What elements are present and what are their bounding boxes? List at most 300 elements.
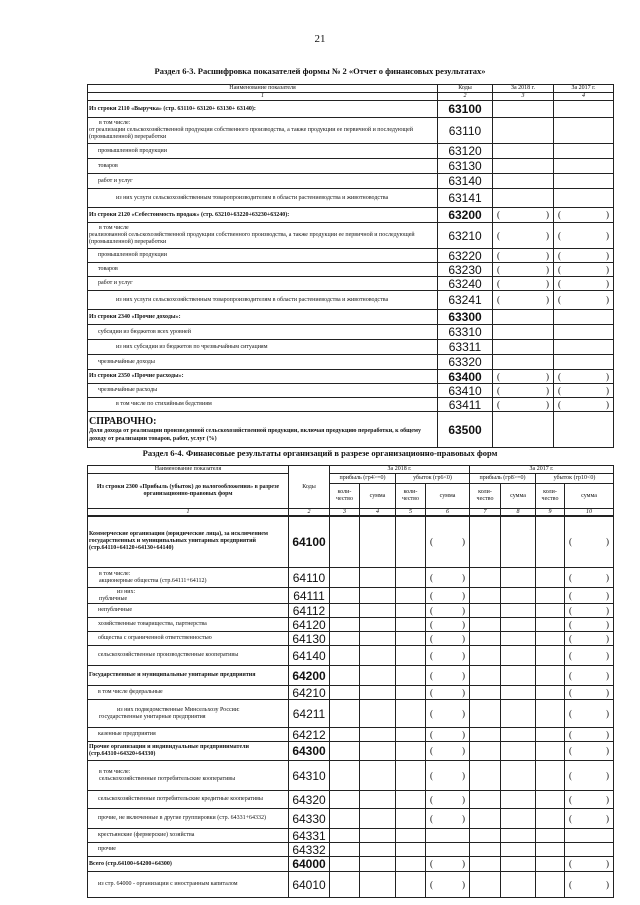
value-cell bbox=[396, 568, 426, 588]
bracket-close: ) bbox=[606, 650, 609, 660]
value-cell bbox=[470, 700, 501, 728]
row-label bbox=[88, 700, 289, 728]
value-cell bbox=[554, 249, 614, 263]
value-cell bbox=[493, 223, 554, 249]
bracket-close: ) bbox=[606, 264, 609, 274]
value-cell bbox=[396, 809, 426, 829]
bracket-close: ) bbox=[462, 708, 465, 718]
table-row bbox=[88, 872, 614, 898]
value-cell bbox=[470, 761, 501, 791]
bracket-open: ( bbox=[558, 250, 561, 260]
header-name: Наименование показателя bbox=[88, 466, 289, 474]
reference-text: Доля дохода от реализации произведенной сельскохозяйственной продукции, включая продукцию переработки, к общему доходу от реализации товаров, работ, услуг (%) bbox=[89, 428, 421, 442]
value-cell bbox=[536, 843, 565, 857]
row-code: 63400 bbox=[438, 370, 493, 384]
value-cell bbox=[554, 101, 614, 118]
row-label: общества с ограниченной ответственностью bbox=[88, 632, 289, 646]
bracket-close: ) bbox=[462, 729, 465, 739]
value-cell bbox=[330, 791, 360, 809]
value-cell bbox=[360, 829, 396, 843]
bracket-close: ) bbox=[606, 294, 609, 305]
bracket-close: ) bbox=[462, 770, 465, 780]
value-cell bbox=[565, 604, 614, 618]
bracket-open: ( bbox=[558, 385, 561, 395]
value-cell bbox=[536, 604, 565, 618]
row-code: 64112 bbox=[289, 604, 330, 618]
value-cell bbox=[565, 857, 614, 872]
value-cell bbox=[501, 809, 536, 829]
value-cell bbox=[360, 761, 396, 791]
value-cell bbox=[330, 809, 360, 829]
value-cell bbox=[426, 700, 470, 728]
bracket-open: ( bbox=[430, 650, 433, 660]
bracket-open: ( bbox=[558, 264, 561, 274]
row-code: 63411 bbox=[438, 398, 493, 412]
bracket-open: ( bbox=[569, 590, 572, 600]
col-num: 5 bbox=[396, 509, 426, 517]
bracket-close: ) bbox=[606, 605, 609, 615]
table-row bbox=[88, 384, 614, 398]
bracket-open: ( bbox=[430, 633, 433, 643]
bracket-open: ( bbox=[430, 572, 433, 582]
bracket-close: ) bbox=[546, 371, 549, 381]
row-label: субсидии из бюджетов всех уровней bbox=[88, 325, 438, 340]
header-sum: сумма bbox=[426, 484, 470, 509]
value-cell bbox=[565, 829, 614, 843]
col-num: 10 bbox=[565, 509, 614, 517]
value-cell bbox=[493, 208, 554, 223]
bracket-open: ( bbox=[558, 209, 561, 220]
row-label: сельскохозяйственные производственные кооперативы bbox=[88, 646, 289, 666]
value-cell bbox=[493, 263, 554, 277]
bracket-open: ( bbox=[558, 399, 561, 409]
col-num: 1 bbox=[88, 509, 289, 517]
value-cell bbox=[493, 412, 554, 448]
value-cell bbox=[396, 742, 426, 761]
value-cell bbox=[554, 118, 614, 144]
value-cell bbox=[554, 370, 614, 384]
row-code: 63300 bbox=[438, 310, 493, 325]
bracket-close: ) bbox=[462, 605, 465, 615]
value-cell bbox=[554, 174, 614, 189]
col-num: 2 bbox=[438, 93, 493, 101]
row-label-main: акционерные общества (стр.64111+64112) bbox=[99, 577, 207, 584]
row-code: 64010 bbox=[289, 872, 330, 898]
bracket-open: ( bbox=[569, 605, 572, 615]
bracket-close: ) bbox=[606, 670, 609, 680]
value-cell bbox=[536, 700, 565, 728]
section-6-3-table bbox=[87, 84, 614, 448]
bracket-close: ) bbox=[606, 619, 609, 629]
value-cell bbox=[396, 686, 426, 700]
section-6-4-title: Раздел 6-4. Финансовые результаты организаций в разрезе организационно-правовых форм bbox=[142, 448, 498, 458]
bracket-close: ) bbox=[546, 278, 549, 288]
value-cell bbox=[360, 588, 396, 604]
bracket-open: ( bbox=[558, 230, 561, 240]
value-cell bbox=[330, 761, 360, 791]
row-label: непубличные bbox=[88, 604, 289, 618]
bracket-open: ( bbox=[569, 858, 572, 869]
value-cell bbox=[330, 568, 360, 588]
value-cell bbox=[426, 791, 470, 809]
value-cell bbox=[554, 189, 614, 208]
table-row bbox=[88, 101, 614, 118]
value-cell bbox=[501, 761, 536, 791]
value-cell bbox=[565, 646, 614, 666]
bracket-open: ( bbox=[497, 250, 500, 260]
bracket-open: ( bbox=[430, 770, 433, 780]
bracket-open: ( bbox=[569, 633, 572, 643]
value-cell bbox=[360, 646, 396, 666]
value-cell bbox=[565, 742, 614, 761]
value-cell bbox=[426, 761, 470, 791]
value-cell bbox=[396, 829, 426, 843]
value-cell bbox=[565, 872, 614, 898]
bracket-close: ) bbox=[546, 294, 549, 305]
column-number-row bbox=[88, 93, 614, 101]
bracket-close: ) bbox=[606, 770, 609, 780]
value-cell bbox=[426, 686, 470, 700]
bracket-close: ) bbox=[606, 385, 609, 395]
value-cell bbox=[396, 618, 426, 632]
bracket-close: ) bbox=[462, 590, 465, 600]
value-cell bbox=[536, 728, 565, 742]
bracket-open: ( bbox=[430, 858, 433, 869]
col-num: 4 bbox=[360, 509, 396, 517]
bracket-open: ( bbox=[430, 813, 433, 823]
value-cell bbox=[493, 174, 554, 189]
value-cell bbox=[330, 843, 360, 857]
value-cell bbox=[536, 618, 565, 632]
value-cell bbox=[536, 791, 565, 809]
value-cell bbox=[536, 588, 565, 604]
header-profit-2018: прибыль (гр4>=0) bbox=[330, 474, 396, 484]
header-qty: коли-чество bbox=[396, 484, 426, 509]
bracket-open: ( bbox=[497, 371, 500, 381]
header-loss-2018: убыток (гр6<0) bbox=[396, 474, 470, 484]
bracket-close: ) bbox=[546, 209, 549, 220]
table-row bbox=[88, 809, 614, 829]
bracket-close: ) bbox=[606, 572, 609, 582]
table-row bbox=[88, 791, 614, 809]
table-row bbox=[88, 666, 614, 686]
bracket-open: ( bbox=[430, 590, 433, 600]
row-label: в том числе по стихийным бедствиям bbox=[88, 398, 438, 412]
value-cell bbox=[501, 829, 536, 843]
row-code: 63140 bbox=[438, 174, 493, 189]
table-row bbox=[88, 223, 614, 249]
row-code: 63320 bbox=[438, 355, 493, 370]
row-code: 63130 bbox=[438, 159, 493, 174]
row-label: Прочие организации и индивидуальные предприниматели (стр.64310+64320+64330) bbox=[88, 742, 289, 761]
col-num: 1 bbox=[88, 93, 438, 101]
table-row bbox=[88, 325, 614, 340]
value-cell bbox=[360, 516, 396, 568]
reference-heading: СПРАВОЧНО: bbox=[89, 416, 157, 427]
row-code: 64210 bbox=[289, 686, 330, 700]
row-label: промышленной продукции bbox=[88, 249, 438, 263]
value-cell bbox=[536, 857, 565, 872]
value-cell bbox=[426, 604, 470, 618]
value-cell bbox=[396, 516, 426, 568]
table-row bbox=[88, 277, 614, 291]
row-label: из них услуги сельскохозяйственным товаропроизводителям в области растениеводства и животноводства bbox=[88, 189, 438, 208]
value-cell bbox=[493, 144, 554, 159]
row-label: в том числе федеральные bbox=[88, 686, 289, 700]
bracket-close: ) bbox=[546, 399, 549, 409]
row-code: 64332 bbox=[289, 843, 330, 857]
row-code: 63240 bbox=[438, 277, 493, 291]
value-cell bbox=[330, 618, 360, 632]
value-cell bbox=[360, 700, 396, 728]
value-cell bbox=[493, 398, 554, 412]
row-label-main: публичные bbox=[99, 595, 128, 602]
bracket-open: ( bbox=[497, 264, 500, 274]
header-2018: За 2018 г. bbox=[493, 85, 554, 93]
value-cell bbox=[426, 829, 470, 843]
bracket-close: ) bbox=[462, 879, 465, 889]
value-cell bbox=[426, 872, 470, 898]
value-cell bbox=[470, 646, 501, 666]
value-cell bbox=[470, 791, 501, 809]
bracket-open: ( bbox=[430, 687, 433, 697]
header-name-detail: Из строки 2300 «Прибыль (убыток) до налогообложения» в разрезе организационно-правовых форм bbox=[88, 474, 289, 509]
row-label: из них услуги сельскохозяйственным товаропроизводителям в области растениеводства и животноводства bbox=[88, 291, 438, 310]
value-cell bbox=[536, 872, 565, 898]
value-cell bbox=[470, 604, 501, 618]
table-row bbox=[88, 144, 614, 159]
row-code: 64110 bbox=[289, 568, 330, 588]
value-cell bbox=[426, 742, 470, 761]
row-code: 63241 bbox=[438, 291, 493, 310]
bracket-open: ( bbox=[497, 294, 500, 305]
value-cell bbox=[565, 588, 614, 604]
bracket-open: ( bbox=[497, 399, 500, 409]
value-cell bbox=[330, 646, 360, 666]
row-code: 63210 bbox=[438, 223, 493, 249]
row-code: 64211 bbox=[289, 700, 330, 728]
value-cell bbox=[501, 742, 536, 761]
bracket-close: ) bbox=[462, 858, 465, 869]
value-cell bbox=[565, 618, 614, 632]
bracket-open: ( bbox=[430, 670, 433, 680]
row-code: 64111 bbox=[289, 588, 330, 604]
value-cell bbox=[360, 857, 396, 872]
bracket-open: ( bbox=[558, 278, 561, 288]
header-name: Наименование показателя bbox=[88, 85, 438, 93]
bracket-close: ) bbox=[462, 670, 465, 680]
table-row bbox=[88, 118, 614, 144]
bracket-close: ) bbox=[606, 794, 609, 804]
value-cell bbox=[330, 516, 360, 568]
col-num: 6 bbox=[426, 509, 470, 517]
value-cell bbox=[493, 384, 554, 398]
value-cell bbox=[360, 686, 396, 700]
row-label: Из строки 2120 «Себестоимость продаж» (стр. 63210+63220+63230+63240): bbox=[88, 208, 438, 223]
value-cell bbox=[426, 632, 470, 646]
row-label-sub: из них подведомственные Минсельхозу России: bbox=[117, 706, 240, 713]
bracket-open: ( bbox=[558, 294, 561, 305]
row-label: крестьянские (фермерские) хозяйства bbox=[88, 829, 289, 843]
table-header-row bbox=[88, 85, 614, 93]
value-cell bbox=[536, 686, 565, 700]
value-cell bbox=[470, 857, 501, 872]
row-label: Из строки 2350 «Прочие расходы»: bbox=[88, 370, 438, 384]
bracket-open: ( bbox=[497, 209, 500, 220]
value-cell bbox=[330, 728, 360, 742]
value-cell bbox=[565, 843, 614, 857]
bracket-close: ) bbox=[606, 278, 609, 288]
row-label-main: от реализации сельскохозяйственной продукции собственного производства, а также продукции ее первичной и последующей (промышленной) переработки bbox=[89, 127, 413, 140]
header-profit-2017: прибыль (гр8>=0) bbox=[470, 474, 536, 484]
table-row bbox=[88, 263, 614, 277]
bracket-close: ) bbox=[462, 619, 465, 629]
row-label: промышленной продукции bbox=[88, 144, 438, 159]
header-loss-2017: убыток (гр10<0) bbox=[536, 474, 614, 484]
row-label: Государственные и муниципальные унитарные предприятия bbox=[88, 666, 289, 686]
table-row bbox=[88, 189, 614, 208]
row-code: 63120 bbox=[438, 144, 493, 159]
row-label-main: реализованной сельскохозяйственной продукции собственного производства, а также продукции ее первичной и последующей (промышленной) переработки bbox=[89, 232, 415, 245]
row-code: 64200 bbox=[289, 666, 330, 686]
col-num: 8 bbox=[501, 509, 536, 517]
value-cell bbox=[493, 101, 554, 118]
value-cell bbox=[493, 118, 554, 144]
row-label: из них субсидии из бюджетов по чрезвычайным ситуациям bbox=[88, 340, 438, 355]
value-cell bbox=[565, 700, 614, 728]
row-label bbox=[88, 223, 438, 249]
value-cell bbox=[501, 646, 536, 666]
table-row bbox=[88, 355, 614, 370]
table-row bbox=[88, 728, 614, 742]
value-cell bbox=[330, 829, 360, 843]
header-codes: Коды bbox=[438, 85, 493, 93]
value-cell bbox=[470, 568, 501, 588]
bracket-close: ) bbox=[606, 590, 609, 600]
bracket-open: ( bbox=[569, 770, 572, 780]
value-cell bbox=[330, 742, 360, 761]
row-label: сельскохозяйственные потребительские кредитные кооперативы bbox=[88, 791, 289, 809]
table-row bbox=[88, 398, 614, 412]
row-label-sub: из них: bbox=[117, 588, 136, 595]
bracket-open: ( bbox=[430, 619, 433, 629]
table-row bbox=[88, 857, 614, 872]
row-label-sub: в том числе: bbox=[99, 570, 131, 577]
value-cell bbox=[470, 728, 501, 742]
value-cell bbox=[501, 791, 536, 809]
bracket-open: ( bbox=[430, 729, 433, 739]
row-label: из стр. 64000 - организации с иностранным капиталом bbox=[88, 872, 289, 898]
value-cell bbox=[470, 742, 501, 761]
value-cell bbox=[396, 604, 426, 618]
bracket-close: ) bbox=[606, 858, 609, 869]
value-cell bbox=[493, 310, 554, 325]
table-row bbox=[88, 686, 614, 700]
row-label-sub: в том числе bbox=[99, 225, 129, 231]
value-cell bbox=[360, 632, 396, 646]
value-cell bbox=[501, 728, 536, 742]
value-cell bbox=[470, 829, 501, 843]
row-code: 63310 bbox=[438, 325, 493, 340]
value-cell bbox=[554, 384, 614, 398]
header-sum: сумма bbox=[565, 484, 614, 509]
row-label: Из строки 2110 «Выручка» (стр. 63110+ 63120+ 63130+ 63140): bbox=[88, 101, 438, 118]
table-row bbox=[88, 700, 614, 728]
value-cell bbox=[554, 208, 614, 223]
bracket-close: ) bbox=[462, 745, 465, 756]
value-cell bbox=[396, 666, 426, 686]
value-cell bbox=[396, 728, 426, 742]
row-label: работ и услуг bbox=[88, 174, 438, 189]
table-row bbox=[88, 829, 614, 843]
bracket-close: ) bbox=[462, 650, 465, 660]
section-6-3-title: Раздел 6-3. Расшифровка показателей формы № 2 «Отчет о финансовых результатах» bbox=[154, 66, 486, 76]
bracket-open: ( bbox=[497, 385, 500, 395]
value-cell bbox=[470, 686, 501, 700]
row-label: казенные предприятия bbox=[88, 728, 289, 742]
bracket-open: ( bbox=[430, 879, 433, 889]
value-cell bbox=[426, 588, 470, 604]
value-cell bbox=[501, 618, 536, 632]
row-label-main: сельскохозяйственные потребительские кооперативы bbox=[99, 775, 236, 782]
bracket-close: ) bbox=[606, 536, 609, 546]
table-row bbox=[88, 291, 614, 310]
table-row bbox=[88, 588, 614, 604]
value-cell bbox=[360, 791, 396, 809]
col-num: 4 bbox=[554, 93, 614, 101]
row-label-main: государственные унитарные предприятия bbox=[99, 713, 206, 720]
value-cell bbox=[554, 412, 614, 448]
bracket-close: ) bbox=[462, 687, 465, 697]
bracket-close: ) bbox=[462, 572, 465, 582]
col-num: 3 bbox=[493, 93, 554, 101]
value-cell bbox=[565, 632, 614, 646]
value-cell bbox=[360, 843, 396, 857]
bracket-open: ( bbox=[569, 572, 572, 582]
value-cell bbox=[501, 857, 536, 872]
bracket-close: ) bbox=[606, 371, 609, 381]
value-cell bbox=[330, 632, 360, 646]
value-cell bbox=[396, 872, 426, 898]
value-cell bbox=[493, 277, 554, 291]
row-label: чрезвычайные расходы bbox=[88, 384, 438, 398]
table-row bbox=[88, 618, 614, 632]
value-cell bbox=[501, 843, 536, 857]
table-row bbox=[88, 761, 614, 791]
col-num: 3 bbox=[330, 509, 360, 517]
value-cell bbox=[426, 618, 470, 632]
bracket-open: ( bbox=[569, 670, 572, 680]
col-num: 7 bbox=[470, 509, 501, 517]
row-code: 63500 bbox=[438, 412, 493, 448]
value-cell bbox=[536, 829, 565, 843]
table-row bbox=[88, 249, 614, 263]
value-cell bbox=[426, 568, 470, 588]
value-cell bbox=[470, 618, 501, 632]
value-cell bbox=[470, 588, 501, 604]
row-code: 64000 bbox=[289, 857, 330, 872]
value-cell bbox=[565, 516, 614, 568]
bracket-open: ( bbox=[497, 278, 500, 288]
bracket-open: ( bbox=[430, 708, 433, 718]
row-code: 63311 bbox=[438, 340, 493, 355]
table-row bbox=[88, 340, 614, 355]
row-code: 63230 bbox=[438, 263, 493, 277]
value-cell bbox=[554, 159, 614, 174]
bracket-open: ( bbox=[569, 745, 572, 756]
value-cell bbox=[493, 370, 554, 384]
table-row bbox=[88, 843, 614, 857]
